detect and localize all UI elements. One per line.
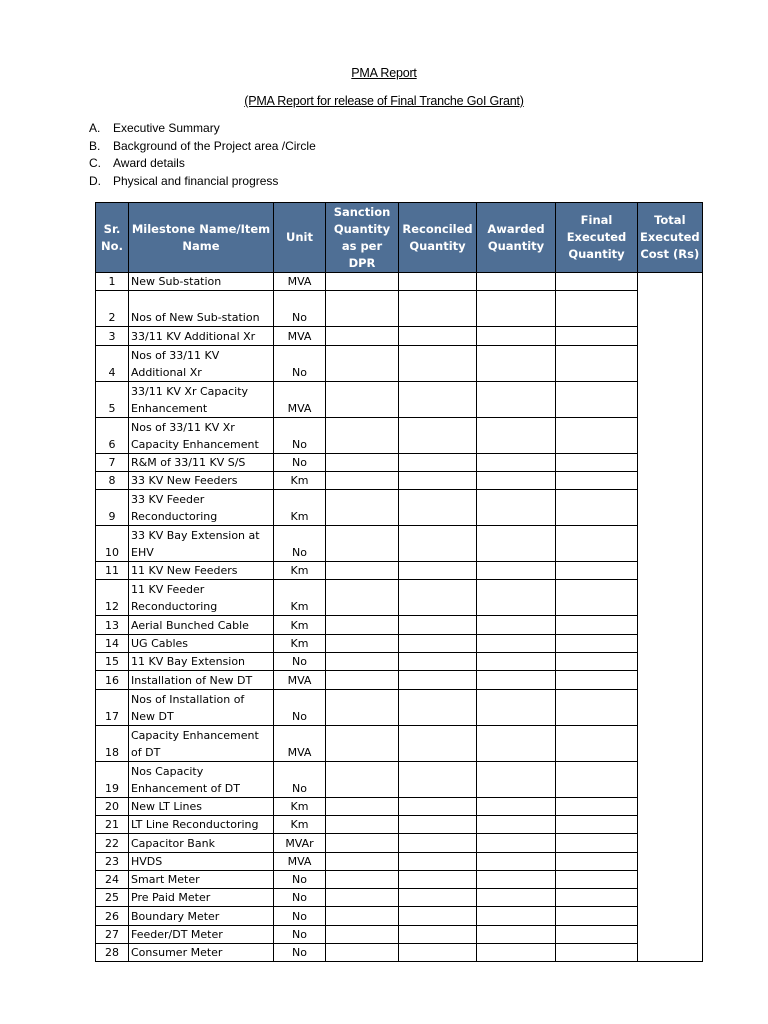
section-item [89,138,316,156]
section-letter: A. [89,121,101,135]
sanction-quantity-cell [326,381,399,417]
table-body [96,273,703,962]
section-letter: B. [89,138,101,153]
milestone-name-cell: New Sub-station [129,273,274,291]
milestone-name-cell: New LT Lines [129,797,274,815]
final-executed-quantity-cell [556,797,638,815]
table-row [96,634,703,652]
total-executed-cost-cell [638,273,703,962]
sanction-quantity-cell [326,797,399,815]
awarded-quantity-cell [477,689,556,725]
sanction-quantity-cell [326,870,399,888]
sr-no-cell: 5 [96,381,129,417]
unit-cell: No [274,291,326,327]
unit-cell: No [274,653,326,671]
final-executed-quantity-cell [556,852,638,870]
reconciled-quantity-cell [399,870,477,888]
reconciled-quantity-cell [399,834,477,852]
awarded-quantity-cell [477,381,556,417]
sr-no-cell: 9 [96,490,129,526]
table-row [96,291,703,327]
milestone-name-cell: Capacity Enhancement of DT [129,725,274,761]
sr-no-cell: 3 [96,327,129,345]
milestone-name-cell: R&M of 33/11 KV S/S [129,453,274,471]
sanction-quantity-cell [326,634,399,652]
reconciled-quantity-cell [399,944,477,962]
milestone-name-cell: Smart Meter [129,870,274,888]
unit-cell: No [274,761,326,797]
sr-no-cell: 2 [96,291,129,327]
section-item [89,120,316,138]
unit-cell: Km [274,634,326,652]
milestone-name-cell: Nos of 33/11 KV Xr Capacity Enhancement [129,417,274,453]
reconciled-quantity-cell [399,580,477,616]
unit-cell: No [274,526,326,562]
reconciled-quantity-cell [399,653,477,671]
reconciled-quantity-cell [399,345,477,381]
final-executed-quantity-cell [556,689,638,725]
table-row [96,671,703,689]
header-final-executed-quantity: Final Executed Quantity [556,203,638,273]
reconciled-quantity-cell [399,925,477,943]
final-executed-quantity-cell [556,345,638,381]
final-executed-quantity-cell [556,889,638,907]
section-list [89,120,316,191]
table-row [96,616,703,634]
final-executed-quantity-cell [556,291,638,327]
sanction-quantity-cell [326,327,399,345]
reconciled-quantity-cell [399,634,477,652]
sr-no-cell: 23 [96,852,129,870]
sanction-quantity-cell [326,815,399,833]
unit-cell: MVA [274,671,326,689]
milestone-name-cell: Aerial Bunched Cable [129,616,274,634]
milestone-name-cell: Nos Capacity Enhancement of DT [129,761,274,797]
awarded-quantity-cell [477,327,556,345]
sanction-quantity-cell [326,345,399,381]
sr-no-cell: 20 [96,797,129,815]
awarded-quantity-cell [477,834,556,852]
sanction-quantity-cell [326,925,399,943]
sr-no-cell: 24 [96,870,129,888]
sanction-quantity-cell [326,291,399,327]
unit-cell: MVA [274,273,326,291]
sanction-quantity-cell [326,453,399,471]
awarded-quantity-cell [477,291,556,327]
sanction-quantity-cell [326,580,399,616]
table-row [96,870,703,888]
awarded-quantity-cell [477,273,556,291]
milestone-name-cell: Installation of New DT [129,671,274,689]
final-executed-quantity-cell [556,870,638,888]
unit-cell: Km [274,797,326,815]
final-executed-quantity-cell [556,671,638,689]
sr-no-cell: 27 [96,925,129,943]
milestone-name-cell: 33 KV Feeder Reconductoring [129,490,274,526]
reconciled-quantity-cell [399,273,477,291]
sanction-quantity-cell [326,725,399,761]
reconciled-quantity-cell [399,797,477,815]
section-text: Award details [113,156,185,171]
section-letter: D. [89,174,101,189]
sanction-quantity-cell [326,834,399,852]
reconciled-quantity-cell [399,725,477,761]
section-letter: C. [89,156,101,171]
awarded-quantity-cell [477,453,556,471]
final-executed-quantity-cell [556,273,638,291]
final-executed-quantity-cell [556,417,638,453]
milestone-name-cell: Nos of 33/11 KV Additional Xr [129,345,274,381]
milestone-name-cell: Nos of Installation of New DT [129,689,274,725]
milestone-name-cell: 33 KV New Feeders [129,471,274,489]
unit-cell: Km [274,616,326,634]
table-row [96,327,703,345]
unit-cell: No [274,907,326,925]
final-executed-quantity-cell [556,761,638,797]
section-text: Background of the Project area /Circle [113,138,316,153]
unit-cell: No [274,417,326,453]
sanction-quantity-cell [326,471,399,489]
milestone-name-cell: Nos of New Sub-station [129,291,274,327]
table-row [96,689,703,725]
sr-no-cell: 21 [96,815,129,833]
table-row [96,471,703,489]
milestone-name-cell: 33/11 KV Additional Xr [129,327,274,345]
unit-cell: MVA [274,725,326,761]
sanction-quantity-cell [326,889,399,907]
awarded-quantity-cell [477,580,556,616]
awarded-quantity-cell [477,417,556,453]
unit-cell: No [274,889,326,907]
sr-no-cell: 19 [96,761,129,797]
header-awarded-quantity: Awarded Quantity [477,203,556,273]
header-total-executed-cost: Total Executed Cost (Rs) [638,203,703,273]
table-row [96,834,703,852]
milestone-name-cell: Boundary Meter [129,907,274,925]
awarded-quantity-cell [477,526,556,562]
final-executed-quantity-cell [556,834,638,852]
milestone-name-cell: 11 KV New Feeders [129,562,274,580]
reconciled-quantity-cell [399,471,477,489]
final-executed-quantity-cell [556,490,638,526]
final-executed-quantity-cell [556,907,638,925]
milestone-name-cell: LT Line Reconductoring [129,815,274,833]
reconciled-quantity-cell [399,689,477,725]
final-executed-quantity-cell [556,580,638,616]
awarded-quantity-cell [477,815,556,833]
table-row [96,381,703,417]
awarded-quantity-cell [477,797,556,815]
table-header-row [96,203,703,273]
unit-cell: No [274,944,326,962]
reconciled-quantity-cell [399,907,477,925]
sr-no-cell: 18 [96,725,129,761]
milestone-name-cell: 33/11 KV Xr Capacity Enhancement [129,381,274,417]
sr-no-cell: 16 [96,671,129,689]
sr-no-cell: 6 [96,417,129,453]
sr-no-cell: 1 [96,273,129,291]
unit-cell: MVA [274,327,326,345]
awarded-quantity-cell [477,490,556,526]
milestone-name-cell: HVDS [129,852,274,870]
section-item [89,155,316,173]
reconciled-quantity-cell [399,327,477,345]
awarded-quantity-cell [477,761,556,797]
sanction-quantity-cell [326,526,399,562]
sr-no-cell: 7 [96,453,129,471]
final-executed-quantity-cell [556,453,638,471]
sr-no-cell: 15 [96,653,129,671]
reconciled-quantity-cell [399,453,477,471]
section-text: Executive Summary [113,121,220,135]
table-row [96,453,703,471]
final-executed-quantity-cell [556,925,638,943]
milestone-name-cell: 11 KV Bay Extension [129,653,274,671]
milestone-name-cell: UG Cables [129,634,274,652]
report-title: PMA Report [351,66,417,80]
unit-cell: No [274,925,326,943]
reconciled-quantity-cell [399,616,477,634]
final-executed-quantity-cell [556,944,638,962]
awarded-quantity-cell [477,870,556,888]
sr-no-cell: 8 [96,471,129,489]
reconciled-quantity-cell [399,291,477,327]
section-text: Physical and financial progress [113,174,279,189]
sr-no-cell: 28 [96,944,129,962]
sr-no-cell: 13 [96,616,129,634]
table-row [96,907,703,925]
awarded-quantity-cell [477,671,556,689]
table-row [96,417,703,453]
table-row [96,797,703,815]
sr-no-cell: 25 [96,889,129,907]
header-milestone-name: Milestone Name/Item Name [129,203,274,273]
unit-cell: MVA [274,852,326,870]
milestone-name-cell: 33 KV Bay Extension at EHV [129,526,274,562]
reconciled-quantity-cell [399,562,477,580]
table-row [96,852,703,870]
reconciled-quantity-cell [399,526,477,562]
unit-cell: Km [274,580,326,616]
final-executed-quantity-cell [556,471,638,489]
awarded-quantity-cell [477,907,556,925]
reconciled-quantity-cell [399,852,477,870]
progress-table [95,202,703,962]
table-row [96,944,703,962]
unit-cell: Km [274,471,326,489]
final-executed-quantity-cell [556,815,638,833]
header-sanction-quantity: Sanction Quantity as per DPR [326,203,399,273]
final-executed-quantity-cell [556,327,638,345]
reconciled-quantity-cell [399,671,477,689]
sanction-quantity-cell [326,907,399,925]
final-executed-quantity-cell [556,634,638,652]
header-sr-no: Sr. No. [96,203,129,273]
unit-cell: No [274,453,326,471]
sr-no-cell: 4 [96,345,129,381]
sanction-quantity-cell [326,273,399,291]
awarded-quantity-cell [477,471,556,489]
awarded-quantity-cell [477,653,556,671]
unit-cell: Km [274,562,326,580]
unit-cell: Km [274,490,326,526]
table-row [96,345,703,381]
sanction-quantity-cell [326,653,399,671]
sanction-quantity-cell [326,689,399,725]
final-executed-quantity-cell [556,616,638,634]
milestone-name-cell: Capacitor Bank [129,834,274,852]
reconciled-quantity-cell [399,490,477,526]
awarded-quantity-cell [477,925,556,943]
final-executed-quantity-cell [556,562,638,580]
awarded-quantity-cell [477,852,556,870]
table-row [96,815,703,833]
table-row [96,653,703,671]
sanction-quantity-cell [326,417,399,453]
table-row [96,580,703,616]
awarded-quantity-cell [477,944,556,962]
table-row [96,490,703,526]
sanction-quantity-cell [326,761,399,797]
header-unit: Unit [274,203,326,273]
sanction-quantity-cell [326,616,399,634]
final-executed-quantity-cell [556,381,638,417]
sanction-quantity-cell [326,490,399,526]
sr-no-cell: 12 [96,580,129,616]
sanction-quantity-cell [326,671,399,689]
sr-no-cell: 11 [96,562,129,580]
reconciled-quantity-cell [399,815,477,833]
unit-cell: MVAr [274,834,326,852]
sr-no-cell: 22 [96,834,129,852]
sanction-quantity-cell [326,562,399,580]
reconciled-quantity-cell [399,889,477,907]
reconciled-quantity-cell [399,417,477,453]
table-row [96,925,703,943]
sr-no-cell: 26 [96,907,129,925]
sanction-quantity-cell [326,944,399,962]
table-row [96,526,703,562]
table-row [96,725,703,761]
milestone-name-cell: Pre Paid Meter [129,889,274,907]
final-executed-quantity-cell [556,653,638,671]
awarded-quantity-cell [477,634,556,652]
report-subtitle: (PMA Report for release of Final Tranche GoI Grant) [244,94,524,108]
sr-no-cell: 10 [96,526,129,562]
awarded-quantity-cell [477,562,556,580]
reconciled-quantity-cell [399,381,477,417]
unit-cell: No [274,345,326,381]
milestone-name-cell: Consumer Meter [129,944,274,962]
awarded-quantity-cell [477,725,556,761]
final-executed-quantity-cell [556,526,638,562]
table-row [96,889,703,907]
unit-cell: No [274,689,326,725]
unit-cell: MVA [274,381,326,417]
unit-cell: No [274,870,326,888]
sr-no-cell: 17 [96,689,129,725]
sr-no-cell: 14 [96,634,129,652]
awarded-quantity-cell [477,889,556,907]
milestone-name-cell: Feeder/DT Meter [129,925,274,943]
reconciled-quantity-cell [399,761,477,797]
sanction-quantity-cell [326,852,399,870]
milestone-name-cell: 11 KV Feeder Reconductoring [129,580,274,616]
table-row [96,761,703,797]
table-row [96,562,703,580]
header-reconciled-quantity: Reconciled Quantity [399,203,477,273]
awarded-quantity-cell [477,345,556,381]
unit-cell: Km [274,815,326,833]
section-item [89,173,316,191]
table-row [96,273,703,291]
awarded-quantity-cell [477,616,556,634]
final-executed-quantity-cell [556,725,638,761]
